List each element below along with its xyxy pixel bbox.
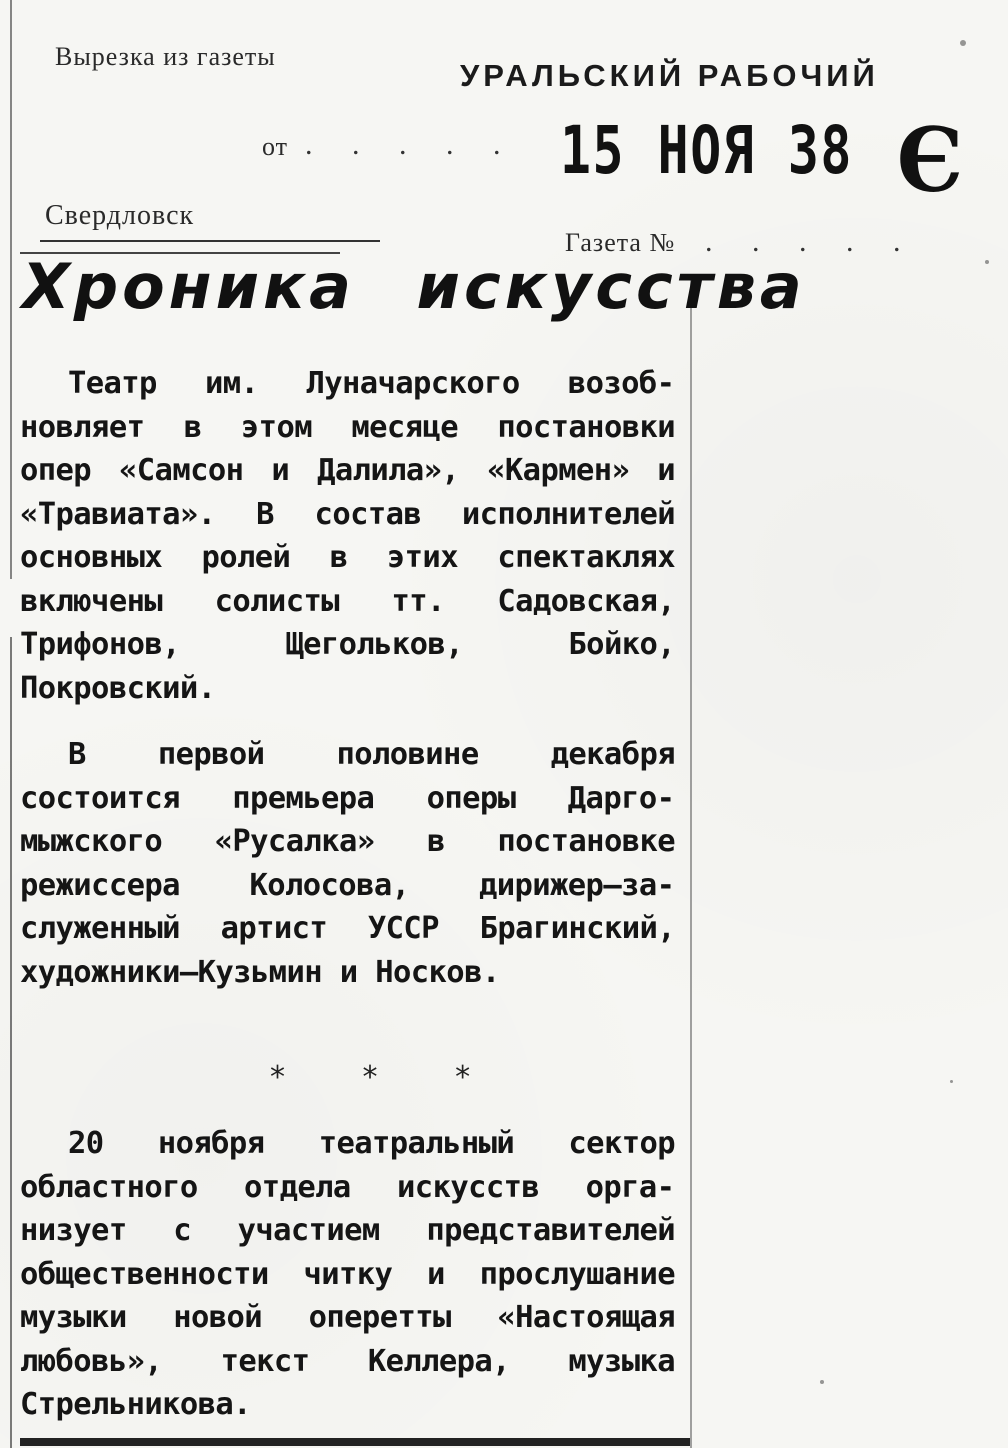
section-separator: * * *: [270, 1060, 505, 1095]
scan-edge-line: [10, 0, 12, 1448]
scan-speck: [985, 260, 989, 264]
clip-label: Вырезка из газеты: [55, 42, 276, 71]
date-stamp: 15 НОЯ 38: [560, 112, 853, 189]
article-paragraph: Театр им. Луначарского возобновляет в этом месяце постановки опер «Самсон и Далила», «Кармен» и «Травиата». В состав исполнителей основных ролей в этих спектаклях включены солисты тт. Садовская, Трифонов, Щегольков, Бойко, Покровский.: [20, 366, 675, 706]
from-dots: . . . . .: [305, 128, 517, 161]
scan-speck: [820, 1380, 824, 1384]
article-headline: Хроника искусства: [22, 250, 806, 323]
date-stamp-mark: Є: [896, 108, 964, 212]
from-label: от: [262, 132, 289, 161]
city-underline: [40, 240, 380, 242]
scan-speck: [960, 40, 966, 46]
article-paragraph: В первой половине декабря состоится премьера оперы Даргомыжского «Русалка» в постановке режиссера Колосова, дирижер—заслуженный артист УССР Брагинский, художники—Кузьмин и Носков.: [20, 737, 675, 990]
article-paragraph: 20 ноября театральный сектор областного отдела искусств организует с участием представителей общественности читку и прослушание музыки новой оперетты «Настоящая любовь», текст Келлера, музыка Стрельникова.: [20, 1126, 675, 1422]
bottom-rule: [20, 1438, 690, 1446]
newspaper-name: УРАЛЬСКИЙ РАБОЧИЙ: [460, 58, 879, 93]
city-label: Свердловск: [45, 200, 195, 231]
clipping-border: [690, 275, 692, 1448]
issue-label: Газета №: [565, 228, 676, 257]
scan-speck: [950, 1080, 953, 1083]
issue-dots: . . . . .: [705, 225, 917, 258]
